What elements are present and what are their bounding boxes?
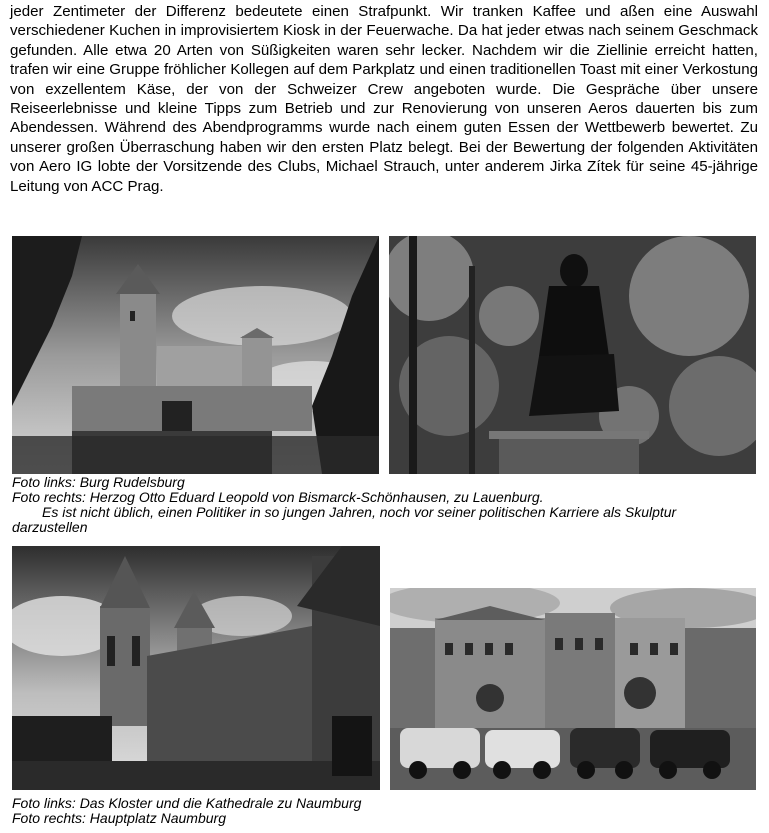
photo-burg-rudelsburg bbox=[12, 236, 379, 474]
photo-hauptplatz-naumburg bbox=[390, 588, 756, 790]
article-paragraph: jeder Zentimeter der Differenz bedeutete einen Strafpunkt. Wir tranken Kaffee und aßen eine Auswahl verschiedener Kuchen in improvisiertem Kiosk in der Feuerwache. Da hat jeder etwas nach seinem Geschmack gefunden. Alle etwa 20 Arten von Süßigkeiten waren sehr lecker. Nachdem wir die Ziellinie erreicht hatten, trafen wir eine Gruppe fröhlicher Kollegen auf dem Parkplatz und einen traditionellen Toast mit einer Verkostung von exzellentem Käse, der von der Schweizer Crew angeboten wurde. Die Gespräche über unsere Reiseerlebnisse und kleine Tipps zum Betrieb und zur Renovierung von unseren Aeros dauerten bis zum Abendessen. Während des Abendprogramms wurde nach einem guten Essen der Wettbewerb bewertet. Zu unserer großen Überraschung haben wir den ersten Platz belegt. Bei der Bewertung der folgenden Aktivitäten von Aero IG lobte der Vorsitzende des Clubs, Michael Strauch, unter anderem Jirka Zítek für seine 45-jährige Leitung von ACC Prag. bbox=[10, 3, 758, 195]
caption-group-2 bbox=[12, 796, 762, 826]
caption-bismarck: Foto rechts: Herzog Otto Eduard Leopold von Bismarck-Schönhausen, zu Lauenburg. bbox=[12, 489, 544, 505]
caption-note-line1: Es ist nicht üblich, einen Politiker in so jungen Jahren, noch vor seiner politischen Karriere als Skulptur bbox=[42, 504, 677, 520]
caption-naumburg-cathedral: Foto links: Das Kloster und die Kathedrale zu Naumburg bbox=[12, 795, 362, 811]
caption-group-1 bbox=[12, 475, 762, 535]
photo-bismarck-statue bbox=[389, 236, 756, 474]
photo-naumburg-cathedral bbox=[12, 546, 380, 790]
caption-note-line2: darzustellen bbox=[12, 519, 88, 535]
caption-hauptplatz: Foto rechts: Hauptplatz Naumburg bbox=[12, 810, 226, 826]
caption-burg-rudelsburg: Foto links: Burg Rudelsburg bbox=[12, 474, 185, 490]
